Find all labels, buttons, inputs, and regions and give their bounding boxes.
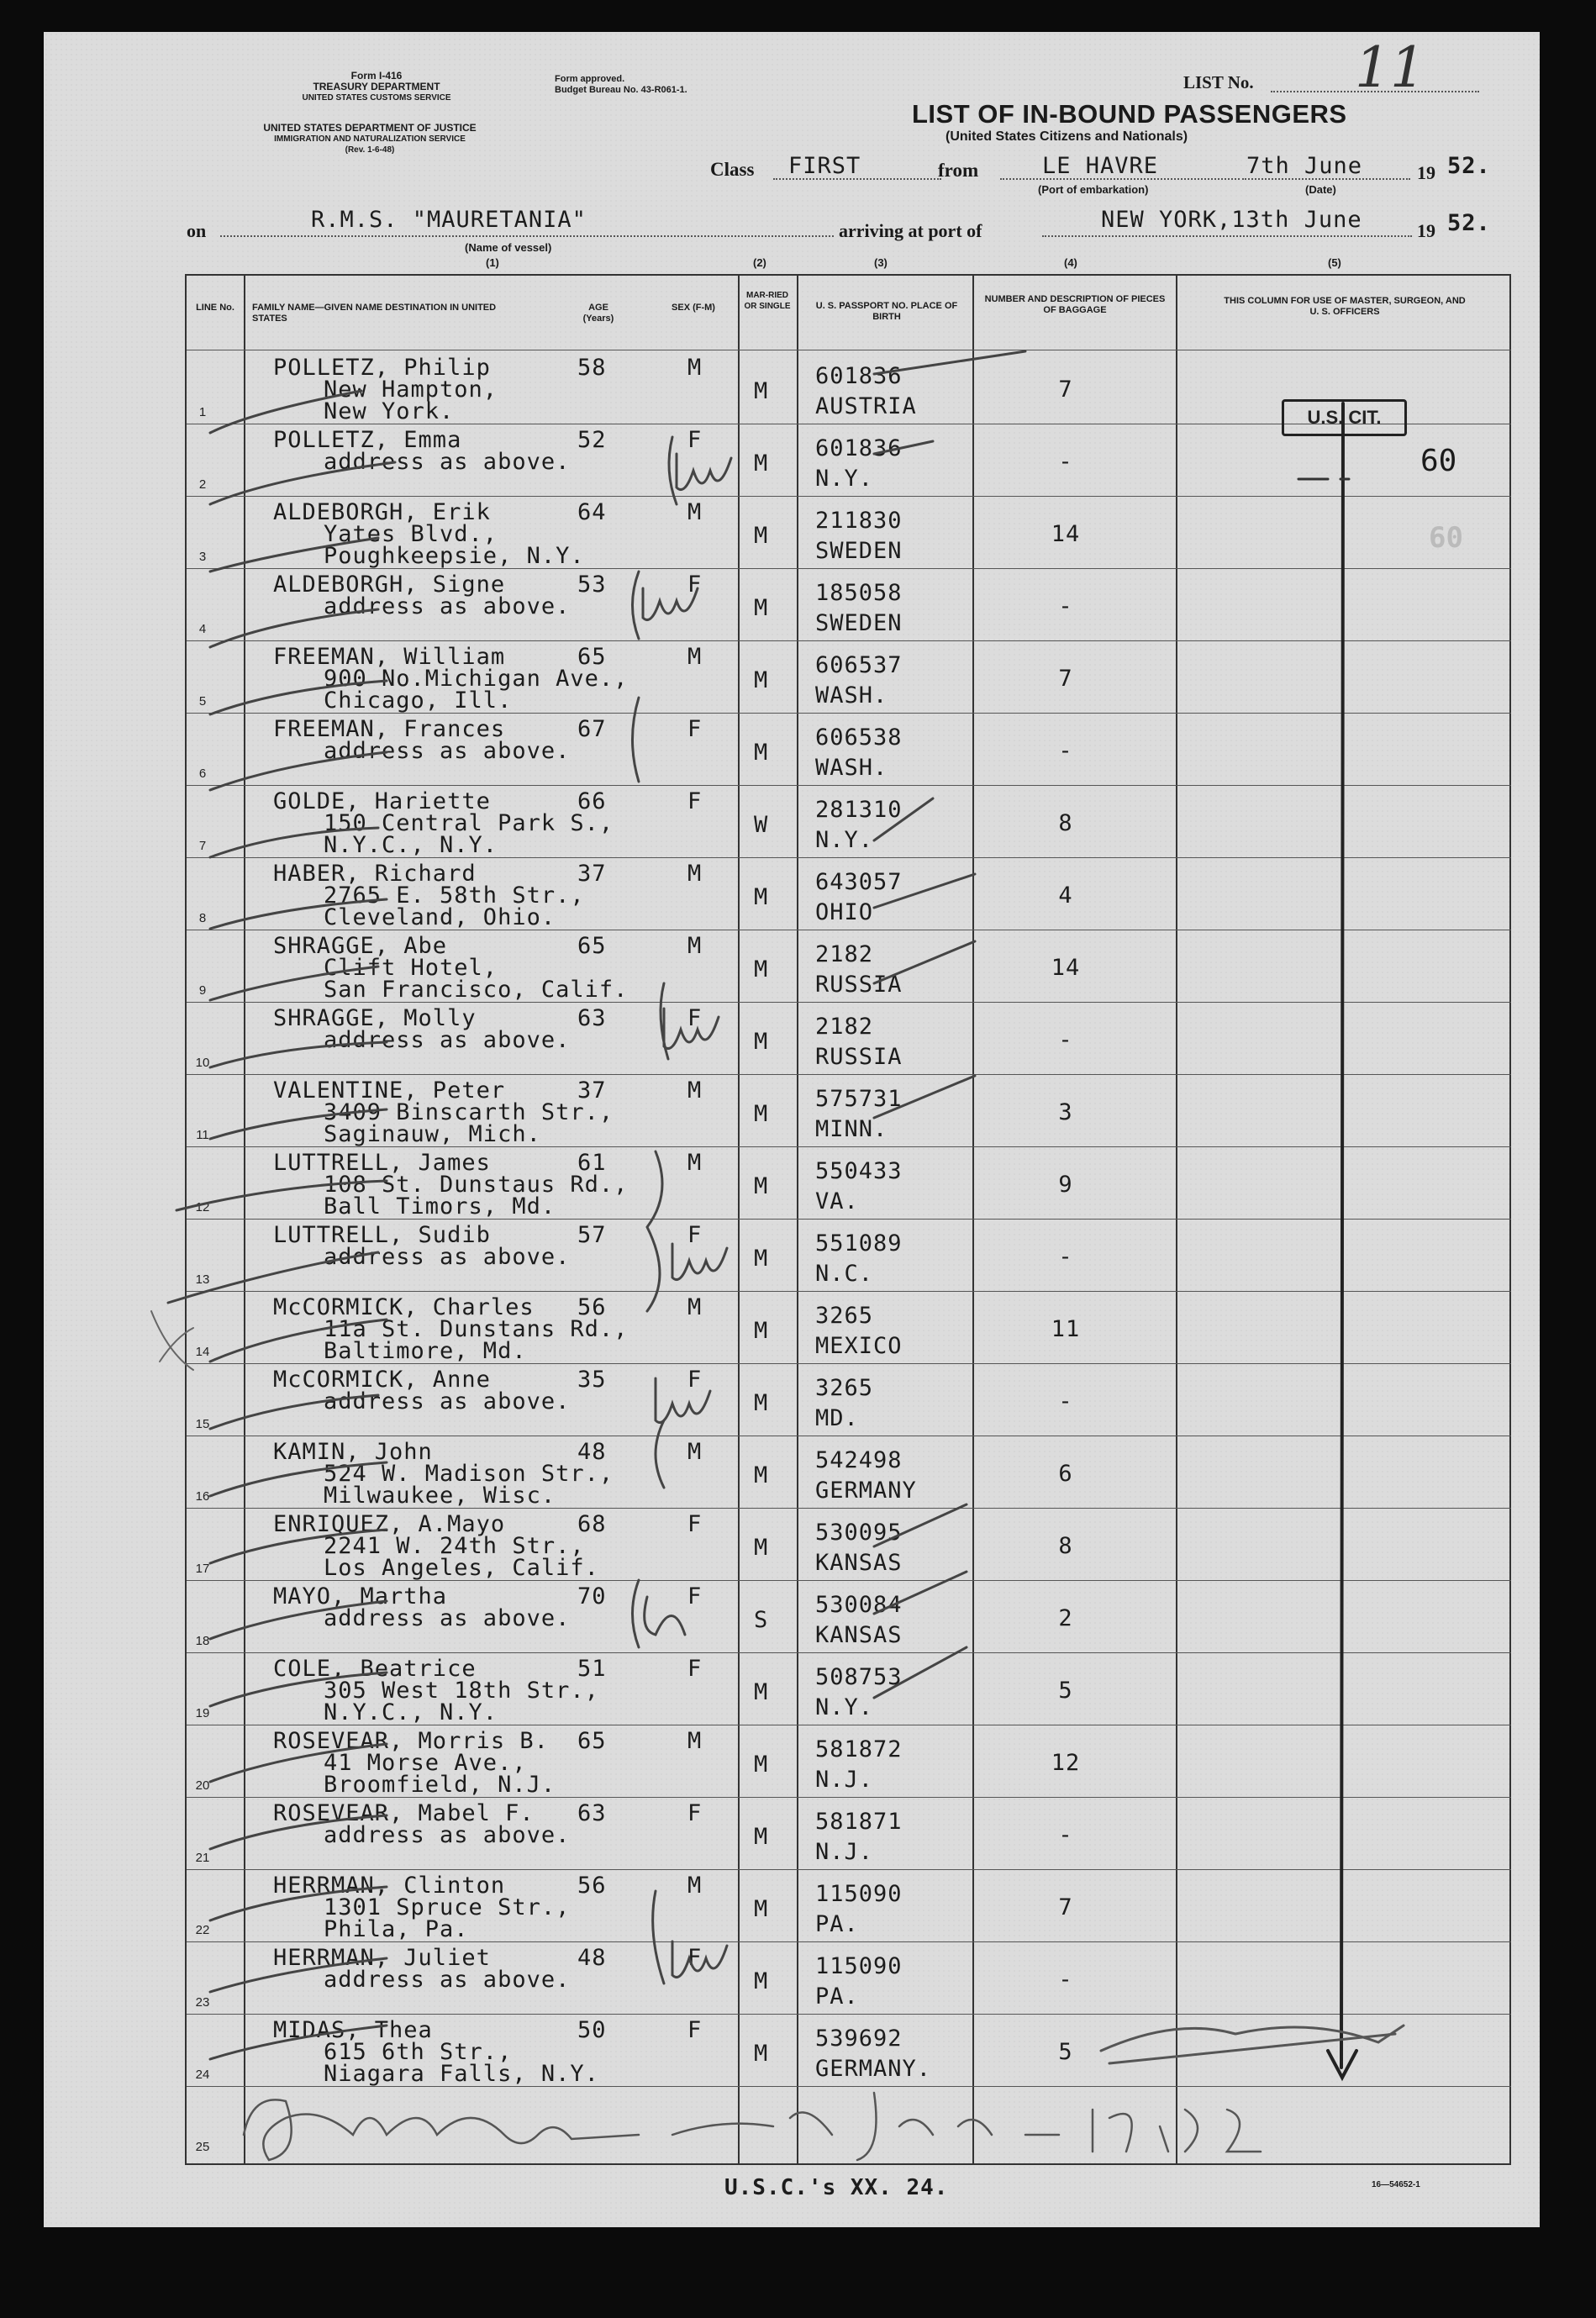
marital-status: M xyxy=(754,1390,769,1416)
baggage-count: 14 xyxy=(1051,521,1081,547)
baggage-count: - xyxy=(1058,593,1073,619)
baggage-count: 11 xyxy=(1051,1316,1081,1342)
passenger-age: 35 xyxy=(577,1367,607,1393)
passenger-address-2: N.Y.C., N.Y. xyxy=(324,1699,498,1725)
passenger-name: KAMIN, John xyxy=(273,1439,433,1465)
passenger-address-1: Yates Blvd., xyxy=(324,521,498,547)
passport-number: 551089 xyxy=(815,1230,903,1256)
passenger-sex: M xyxy=(687,644,703,670)
baggage-count: 7 xyxy=(1058,666,1073,692)
class-label: Class xyxy=(710,159,755,180)
baggage-count: 9 xyxy=(1058,1172,1073,1198)
passenger-age: 53 xyxy=(577,572,607,598)
passenger-name: HABER, Richard xyxy=(273,861,477,887)
passport-number: 3265 xyxy=(815,1375,874,1401)
passenger-sex: F xyxy=(687,1656,703,1682)
passenger-sex: F xyxy=(687,1222,703,1248)
marital-status: M xyxy=(754,1535,769,1561)
place-of-birth: N.J. xyxy=(815,1839,874,1865)
passenger-age: 67 xyxy=(577,716,607,742)
col-divider xyxy=(972,274,974,2165)
marital-status: M xyxy=(754,1462,769,1488)
line-number: 23 xyxy=(195,1995,210,2010)
passport-number: 3265 xyxy=(815,1303,874,1329)
passenger-name: HERRMAN, Clinton xyxy=(273,1873,506,1899)
line-number: 2 xyxy=(198,477,207,492)
line-number: 4 xyxy=(198,622,207,636)
passenger-address-2: Los Angeles, Calif. xyxy=(324,1555,599,1581)
place-of-birth: N.Y. xyxy=(815,827,874,853)
customs-service: UNITED STATES CUSTOMS SERVICE xyxy=(302,93,451,103)
passenger-address-1: 2241 W. 24th Str., xyxy=(324,1533,585,1559)
passenger-name: VALENTINE, Peter xyxy=(273,1077,506,1104)
place-of-birth: GERMANY. xyxy=(815,2056,932,2082)
print-code: 16—54652-1 xyxy=(1372,2180,1420,2189)
us-citizen-stamp: U.S. CIT. xyxy=(1282,399,1407,436)
place-of-birth: KANSAS xyxy=(815,1622,903,1648)
row-divider xyxy=(187,1652,1511,1653)
year-value-1: 52. xyxy=(1447,153,1491,179)
passenger-address-1: 1301 Spruce Str., xyxy=(324,1894,571,1920)
place-of-birth: MEXICO xyxy=(815,1333,903,1359)
year-prefix-2: 19 xyxy=(1417,220,1435,241)
passenger-sex: F xyxy=(687,1583,703,1609)
officer-count: 60 xyxy=(1420,444,1457,478)
budget-bureau: Budget Bureau No. 43-R061-1. xyxy=(555,85,687,95)
marital-status: M xyxy=(754,956,769,983)
place-of-birth: N.C. xyxy=(815,1261,874,1287)
col-4-label: (4) xyxy=(1064,256,1077,269)
line-number: 11 xyxy=(196,1128,209,1142)
col-3-label: (3) xyxy=(874,256,888,269)
passenger-age: 37 xyxy=(577,1077,607,1104)
line-number: 7 xyxy=(198,839,207,853)
line-number: 12 xyxy=(195,1200,210,1214)
passenger-address-1: 2765 E. 58th Str., xyxy=(324,882,585,909)
col-5-label: (5) xyxy=(1328,256,1341,269)
baggage-count: 7 xyxy=(1058,377,1073,403)
document-subtitle: (United States Citizens and Nationals) xyxy=(945,129,1188,144)
passenger-address-1: address as above. xyxy=(324,593,571,619)
passenger-sex: M xyxy=(687,1439,703,1465)
passenger-address-1: 305 West 18th Str., xyxy=(324,1678,599,1704)
baggage-count: 5 xyxy=(1058,2039,1073,2065)
passenger-address-1: address as above. xyxy=(324,1388,571,1415)
passenger-age: 50 xyxy=(577,2017,607,2043)
line-number: 10 xyxy=(195,1056,210,1070)
passenger-name: ENRIQUEZ, A.Mayo xyxy=(273,1511,506,1537)
passport-number: 575731 xyxy=(815,1086,903,1112)
officer-count-faded: 60 xyxy=(1429,521,1463,555)
marital-status: M xyxy=(754,1101,769,1127)
marital-status: M xyxy=(754,1029,769,1055)
marital-status: W xyxy=(754,812,769,838)
passenger-address-2: Saginauw, Mich. xyxy=(324,1121,541,1147)
form-approved: Form approved. xyxy=(555,74,625,84)
passenger-age: 63 xyxy=(577,1800,607,1826)
baggage-count: 7 xyxy=(1058,1894,1073,1920)
passenger-sex: F xyxy=(687,1945,703,1971)
from-label: from xyxy=(938,160,979,181)
on-label: on xyxy=(187,220,207,241)
passenger-age: 65 xyxy=(577,644,607,670)
baggage-count: 8 xyxy=(1058,810,1073,836)
passport-number: 2182 xyxy=(815,941,874,967)
marital-status: M xyxy=(754,595,769,621)
arriving-label: arriving at port of xyxy=(839,220,982,241)
place-of-birth: WASH. xyxy=(815,755,888,781)
vessel-caption: (Name of vessel) xyxy=(465,241,552,254)
header-name: FAMILY NAME—GIVEN NAME DESTINATION IN UNITED STATES xyxy=(252,303,497,324)
passenger-sex: F xyxy=(687,427,703,453)
marital-status: M xyxy=(754,1246,769,1272)
passenger-name: POLLETZ, Philip xyxy=(273,355,491,381)
passenger-name: POLLETZ, Emma xyxy=(273,427,462,453)
baggage-count: 8 xyxy=(1058,1533,1073,1559)
line-number: 25 xyxy=(195,2140,210,2154)
col-divider xyxy=(797,274,798,2165)
passenger-address-1: 615 6th Str., xyxy=(324,2039,513,2065)
passenger-sex: M xyxy=(687,933,703,959)
passenger-name: FREEMAN, Frances xyxy=(273,716,506,742)
arrival-line xyxy=(1042,235,1412,237)
place-of-birth: PA. xyxy=(815,1983,859,2010)
year-prefix-1: 19 xyxy=(1417,162,1435,183)
passenger-age: 48 xyxy=(577,1439,607,1465)
place-of-birth: SWEDEN xyxy=(815,610,903,636)
place-of-birth: VA. xyxy=(815,1188,859,1214)
passenger-age: 52 xyxy=(577,427,607,453)
baggage-count: - xyxy=(1058,1822,1073,1848)
marital-status: M xyxy=(754,884,769,910)
baggage-count: 6 xyxy=(1058,1461,1073,1487)
list-no-label: LIST No. xyxy=(1183,72,1254,92)
passenger-sex: F xyxy=(687,1367,703,1393)
col-1-label: (1) xyxy=(486,256,499,269)
date-caption: (Date) xyxy=(1305,183,1336,196)
marital-status: M xyxy=(754,523,769,549)
baggage-count: - xyxy=(1058,1244,1073,1270)
marital-status: M xyxy=(754,1173,769,1199)
passport-number: 508753 xyxy=(815,1664,903,1690)
place-of-birth: AUSTRIA xyxy=(815,393,917,419)
place-of-birth: N.J. xyxy=(815,1767,874,1793)
vessel-name: R.M.S. "MAURETANIA" xyxy=(311,207,587,233)
class-line xyxy=(773,178,941,180)
line-number: 9 xyxy=(198,983,207,998)
marital-status: M xyxy=(754,1824,769,1850)
passenger-age: 65 xyxy=(577,933,607,959)
header-age: AGE (Years) xyxy=(582,303,614,324)
line-number: 24 xyxy=(195,2068,210,2082)
line-number: 19 xyxy=(195,1706,210,1720)
marital-status: M xyxy=(754,378,769,404)
passenger-age: 64 xyxy=(577,499,607,525)
passenger-address-2: Niagara Falls, N.Y. xyxy=(324,2061,599,2087)
passenger-age: 65 xyxy=(577,1728,607,1754)
row-divider xyxy=(187,785,1511,786)
line-number: 14 xyxy=(195,1345,210,1359)
date-line xyxy=(1242,178,1410,180)
passenger-address-1: 900 No.Michigan Ave., xyxy=(324,666,629,692)
port-line xyxy=(1000,178,1240,180)
passenger-address-2: Baltimore, Md. xyxy=(324,1338,527,1364)
line-number: 17 xyxy=(195,1562,210,1576)
line-number: 22 xyxy=(195,1923,210,1937)
passenger-address-1: address as above. xyxy=(324,1605,571,1631)
passport-number: 550433 xyxy=(815,1158,903,1184)
place-of-birth: MD. xyxy=(815,1405,859,1431)
baggage-count: 12 xyxy=(1051,1750,1081,1776)
passenger-name: COLE, Beatrice xyxy=(273,1656,477,1682)
marital-status: M xyxy=(754,1968,769,1994)
line-number: 1 xyxy=(198,405,207,419)
passenger-sex: F xyxy=(687,572,703,598)
port-caption: (Port of embarkation) xyxy=(1038,183,1149,196)
place-of-birth: N.Y. xyxy=(815,466,874,492)
passenger-age: 58 xyxy=(577,355,607,381)
revision: (Rev. 1-6-48) xyxy=(345,145,395,155)
passport-number: 211830 xyxy=(815,508,903,534)
passenger-address-1: 150 Central Park S., xyxy=(324,810,614,836)
place-of-birth: RUSSIA xyxy=(815,972,903,998)
passenger-age: 51 xyxy=(577,1656,607,1682)
embarkation-date: 7th June xyxy=(1246,153,1363,179)
passenger-address-2: Phila, Pa. xyxy=(324,1916,469,1942)
passenger-sex: F xyxy=(687,1005,703,1031)
passport-number: 601836 xyxy=(815,435,903,461)
place-of-birth: WASH. xyxy=(815,682,888,709)
passenger-age: 70 xyxy=(577,1583,607,1609)
passenger-sex: F xyxy=(687,2017,703,2043)
marital-status: M xyxy=(754,1752,769,1778)
port-of-embarkation: LE HAVRE xyxy=(1042,153,1159,179)
passenger-sex: M xyxy=(687,499,703,525)
passenger-sex: M xyxy=(687,861,703,887)
passenger-name: MIDAS, Thea xyxy=(273,2017,433,2043)
passenger-address-1: address as above. xyxy=(324,1822,571,1848)
passenger-address-1: address as above. xyxy=(324,449,571,475)
passenger-name: McCORMICK, Anne xyxy=(273,1367,491,1393)
passenger-address-1: address as above. xyxy=(324,1027,571,1053)
vessel-line xyxy=(220,235,834,237)
passenger-name: LUTTRELL, Sudib xyxy=(273,1222,491,1248)
marital-status: M xyxy=(754,1679,769,1705)
passport-number: 606538 xyxy=(815,724,903,751)
passenger-age: 37 xyxy=(577,861,607,887)
col-divider xyxy=(738,274,740,2165)
baggage-count: 14 xyxy=(1051,955,1081,981)
place-of-birth: KANSAS xyxy=(815,1550,903,1576)
passenger-sex: F xyxy=(687,1511,703,1537)
passenger-age: 63 xyxy=(577,1005,607,1031)
baggage-count: - xyxy=(1058,1967,1073,1993)
passenger-address-1: 524 W. Madison Str., xyxy=(324,1461,614,1487)
passenger-sex: M xyxy=(687,355,703,381)
passenger-sex: F xyxy=(687,716,703,742)
passenger-name: HERRMAN, Juliet xyxy=(273,1945,491,1971)
footer-code: U.S.C.'s XX. 24. xyxy=(724,2175,949,2200)
passport-number: 530095 xyxy=(815,1520,903,1546)
list-no-value: 11 xyxy=(1355,35,1425,100)
passenger-name: ALDEBORGH, Signe xyxy=(273,572,506,598)
immigration-service: IMMIGRATION AND NATURALIZATION SERVICE xyxy=(274,134,466,144)
passport-number: 539692 xyxy=(815,2026,903,2052)
place-of-birth: RUSSIA xyxy=(815,1044,903,1070)
line-number: 3 xyxy=(198,550,207,564)
passenger-age: 56 xyxy=(577,1873,607,1899)
passenger-address-2: Chicago, Ill. xyxy=(324,687,513,714)
class-value: FIRST xyxy=(788,153,861,179)
baggage-count: 3 xyxy=(1058,1099,1073,1125)
col-2-label: (2) xyxy=(753,256,766,269)
passport-number: 2182 xyxy=(815,1014,874,1040)
passenger-sex: M xyxy=(687,1873,703,1899)
marital-status: M xyxy=(754,2041,769,2067)
row-divider xyxy=(187,640,1511,641)
passport-number: 581872 xyxy=(815,1736,903,1762)
marital-status: S xyxy=(754,1607,769,1633)
place-of-birth: MINN. xyxy=(815,1116,888,1142)
passenger-address-1: address as above. xyxy=(324,738,571,764)
passenger-address-1: address as above. xyxy=(324,1244,571,1270)
passport-number: 281310 xyxy=(815,797,903,823)
place-of-birth: SWEDEN xyxy=(815,538,903,564)
baggage-count: 2 xyxy=(1058,1605,1073,1631)
passenger-name: SHRAGGE, Molly xyxy=(273,1005,477,1031)
baggage-count: 5 xyxy=(1058,1678,1073,1704)
row-divider xyxy=(187,2014,1511,2015)
place-of-birth: N.Y. xyxy=(815,1694,874,1720)
passenger-address-1: Clift Hotel, xyxy=(324,955,498,981)
line-number: 18 xyxy=(195,1634,210,1648)
marital-status: M xyxy=(754,1896,769,1922)
passport-number: 115090 xyxy=(815,1881,903,1907)
passenger-name: GOLDE, Hariette xyxy=(273,788,491,814)
passenger-address-1: 3409 Binscarth Str., xyxy=(324,1099,614,1125)
header-baggage: NUMBER AND DESCRIPTION OF PIECES OF BAGGAGE xyxy=(984,294,1166,315)
passenger-address-1: 108 St. Dunstaus Rd., xyxy=(324,1172,629,1198)
passenger-address-2: New York. xyxy=(324,398,455,424)
passport-number: 606537 xyxy=(815,652,903,678)
passport-number: 530084 xyxy=(815,1592,903,1618)
header-passport: U. S. PASSPORT NO. PLACE OF BIRTH xyxy=(815,301,958,322)
row-divider xyxy=(187,1869,1511,1870)
passenger-name: FREEMAN, William xyxy=(273,644,506,670)
passport-number: 542498 xyxy=(815,1447,903,1473)
treasury-dept: TREASURY DEPARTMENT xyxy=(313,81,440,92)
passenger-address-1: 11a St. Dunstans Rd., xyxy=(324,1316,629,1342)
passport-number: 185058 xyxy=(815,580,903,606)
passenger-address-2: N.Y.C., N.Y. xyxy=(324,832,498,858)
passport-number: 643057 xyxy=(815,869,903,895)
place-of-birth: PA. xyxy=(815,1911,859,1937)
passenger-address-1: New Hampton, xyxy=(324,377,498,403)
baggage-count: - xyxy=(1058,1388,1073,1415)
passenger-address-2: Poughkeepsie, N.Y. xyxy=(324,543,585,569)
year-value-2: 52. xyxy=(1447,210,1491,236)
baggage-count: - xyxy=(1058,1027,1073,1053)
passenger-age: 57 xyxy=(577,1222,607,1248)
baggage-count: 4 xyxy=(1058,882,1073,909)
line-number: 8 xyxy=(198,911,207,925)
passenger-sex: F xyxy=(687,1800,703,1826)
line-number: 16 xyxy=(195,1489,210,1504)
passport-number: 601836 xyxy=(815,363,903,389)
passenger-address-1: 41 Morse Ave., xyxy=(324,1750,527,1776)
header-line-no: LINE No. xyxy=(196,303,234,313)
passenger-age: 61 xyxy=(577,1150,607,1176)
line-number: 20 xyxy=(195,1778,210,1793)
passenger-name: ROSEVEAR, Morris B. xyxy=(273,1728,549,1754)
passenger-name: LUTTRELL, James xyxy=(273,1150,491,1176)
marital-status: M xyxy=(754,740,769,766)
marital-status: M xyxy=(754,450,769,477)
passenger-sex: M xyxy=(687,1077,703,1104)
col-divider xyxy=(244,274,245,2165)
line-number: 13 xyxy=(195,1272,210,1287)
passenger-age: 48 xyxy=(577,1945,607,1971)
justice-dept: UNITED STATES DEPARTMENT OF JUSTICE xyxy=(263,122,477,134)
row-divider xyxy=(187,1291,1511,1292)
passenger-age: 66 xyxy=(577,788,607,814)
passenger-sex: F xyxy=(687,788,703,814)
passenger-sex: M xyxy=(687,1728,703,1754)
passenger-age: 68 xyxy=(577,1511,607,1537)
place-of-birth: OHIO xyxy=(815,899,874,925)
passenger-name: ROSEVEAR, Mabel F. xyxy=(273,1800,535,1826)
passenger-sex: M xyxy=(687,1150,703,1176)
passenger-sex: M xyxy=(687,1294,703,1320)
row-divider xyxy=(187,1074,1511,1075)
line-number: 5 xyxy=(198,694,207,709)
marital-status: M xyxy=(754,1318,769,1344)
arrival-port-date: NEW YORK,13th June xyxy=(1101,207,1362,233)
passport-number: 115090 xyxy=(815,1953,903,1979)
baggage-count: - xyxy=(1058,449,1073,475)
row-divider xyxy=(187,496,1511,497)
passenger-name: McCORMICK, Charles xyxy=(273,1294,535,1320)
passport-number: 581871 xyxy=(815,1809,903,1835)
passenger-address-1: address as above. xyxy=(324,1967,571,1993)
passenger-address-2: Ball Timors, Md. xyxy=(324,1193,556,1220)
passenger-address-2: San Francisco, Calif. xyxy=(324,977,629,1003)
col-divider xyxy=(1176,274,1177,2165)
line-number: 15 xyxy=(195,1417,210,1431)
passenger-name: SHRAGGE, Abe xyxy=(273,933,448,959)
passenger-address-2: Milwaukee, Wisc. xyxy=(324,1483,556,1509)
passenger-address-2: Broomfield, N.J. xyxy=(324,1772,556,1798)
header-married: MAR-RIED OR SINGLE xyxy=(744,291,791,311)
passenger-name: MAYO, Martha xyxy=(273,1583,448,1609)
marital-status: M xyxy=(754,667,769,693)
passenger-address-2: Cleveland, Ohio. xyxy=(324,904,556,930)
header-officers: THIS COLUMN FOR USE OF MASTER, SURGEON, AND U. S. OFFICERS xyxy=(1224,296,1466,317)
line-number: 21 xyxy=(195,1851,210,1865)
place-of-birth: GERMANY xyxy=(815,1478,917,1504)
line-number: 6 xyxy=(198,767,207,781)
document-title: LIST OF IN-BOUND PASSENGERS xyxy=(912,99,1347,129)
passenger-age: 56 xyxy=(577,1294,607,1320)
passenger-name: ALDEBORGH, Erik xyxy=(273,499,491,525)
baggage-count: - xyxy=(1058,738,1073,764)
header-sex: SEX (F-M) xyxy=(672,303,715,313)
form-number: Form I-416 xyxy=(350,70,403,82)
